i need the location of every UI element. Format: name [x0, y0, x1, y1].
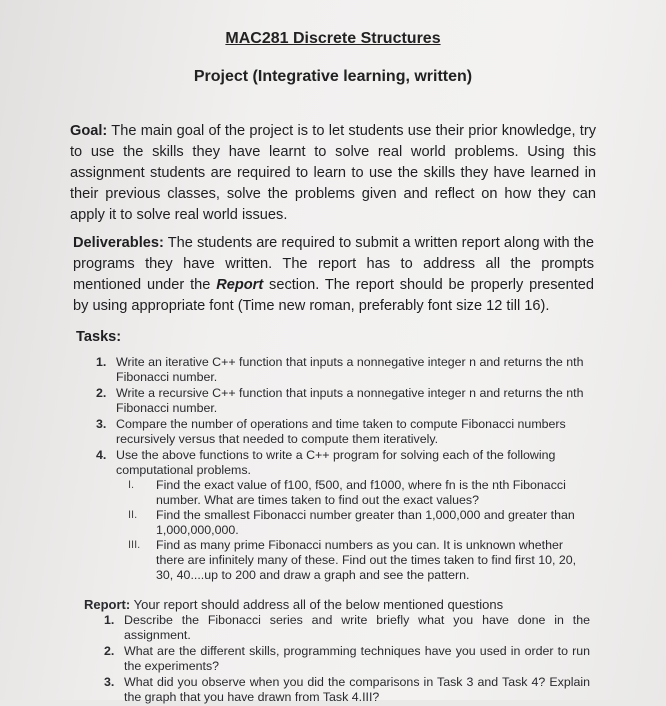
task-number: 3. [96, 417, 107, 431]
task-number: 2. [96, 386, 107, 400]
subtask-text: Find as many prime Fibonacci numbers as you can. It is unknown whether there are infinitely many of these. Find out the times taken to find first 10, 20, 30, 40....up to 200 and draw a graph and see the pattern. [156, 538, 577, 582]
task-item [96, 417, 586, 447]
report-text: Describe the Fibonacci series and write briefly what you have done in the assignment. [124, 613, 590, 642]
task-text: Write an iterative C++ function that inputs a nonnegative integer n and returns the nth Fibonacci number. [116, 355, 584, 384]
subtask-number: III. [128, 539, 141, 551]
task-text: Compare the number of operations and time taken to compute Fibonacci numbers recursively versus that needed to compute them iteratively. [116, 417, 566, 446]
report-item [104, 613, 590, 643]
subtask-item [116, 478, 586, 508]
subtask-text: Find the exact value of f100, f500, and f1000, where fn is the nth Fibonacci number. What are times taken to find out the exact values? [156, 478, 566, 507]
task-item [96, 448, 586, 583]
report-text: What are the different skills, programming techniques have you used in order to run the experiments? [124, 644, 590, 673]
report-number: 1. [104, 613, 115, 627]
deliverables-paragraph [73, 233, 594, 317]
subtask-item [116, 538, 586, 583]
report-intro: Your report should address all of the below mentioned questions [133, 597, 504, 612]
task-number: 1. [96, 355, 107, 369]
report-item [104, 644, 590, 674]
deliverables-emphasis: Report [216, 277, 264, 293]
report-number: 2. [104, 644, 115, 658]
tasks-heading: Tasks: [76, 329, 122, 345]
report-text: What did you observe when you did the comparisons in Task 3 and Task 4? Explain the graph that you have drawn from Task 4.III? [124, 675, 590, 704]
report-item [104, 675, 590, 705]
report-list [104, 613, 590, 706]
subtask-item [116, 508, 586, 538]
task-text: Write a recursive C++ function that inputs a nonnegative integer n and returns the nth Fibonacci number. [116, 386, 584, 415]
project-title: Project (Integrative learning, written) [193, 68, 473, 85]
task-text: Use the above functions to write a C++ program for solving each of the following computational problems. [116, 448, 556, 477]
subtask-number: I. [128, 479, 135, 491]
report-heading [84, 597, 503, 612]
deliverables-label: Deliverables: [73, 235, 164, 251]
goal-paragraph [70, 121, 596, 226]
subtask-text: Find the smallest Fibonacci number greater than 1,000,000 and greater than 1,000,000,000. [156, 508, 575, 537]
task-item [96, 355, 586, 385]
task-item [96, 386, 586, 416]
report-number: 3. [104, 675, 115, 689]
goal-text: The main goal of the project is to let students use their prior knowledge, try to use the skills they have learnt to solve real world problems. Using this assignment students are required to learn to use the skills they have learned in their previous classes, solve the problems given and reflect on how they can apply it to solve real world issues. [70, 123, 596, 223]
deliverables-text-before: The students are required to submit a written report along with the programs they have written. The report has to address all the prompts mentioned under the [73, 235, 594, 293]
tasks-list [96, 355, 586, 584]
course-title: MAC281 Discrete Structures [225, 30, 441, 47]
deliverables-text-after: section. The report should be properly presented by using appropriate font (Time new roman, preferably font size 12 till 16). [73, 277, 595, 314]
task-number: 4. [96, 448, 107, 462]
goal-label: Goal: [70, 123, 108, 139]
subtask-number: II. [128, 509, 138, 521]
report-label: Report: [84, 597, 131, 612]
